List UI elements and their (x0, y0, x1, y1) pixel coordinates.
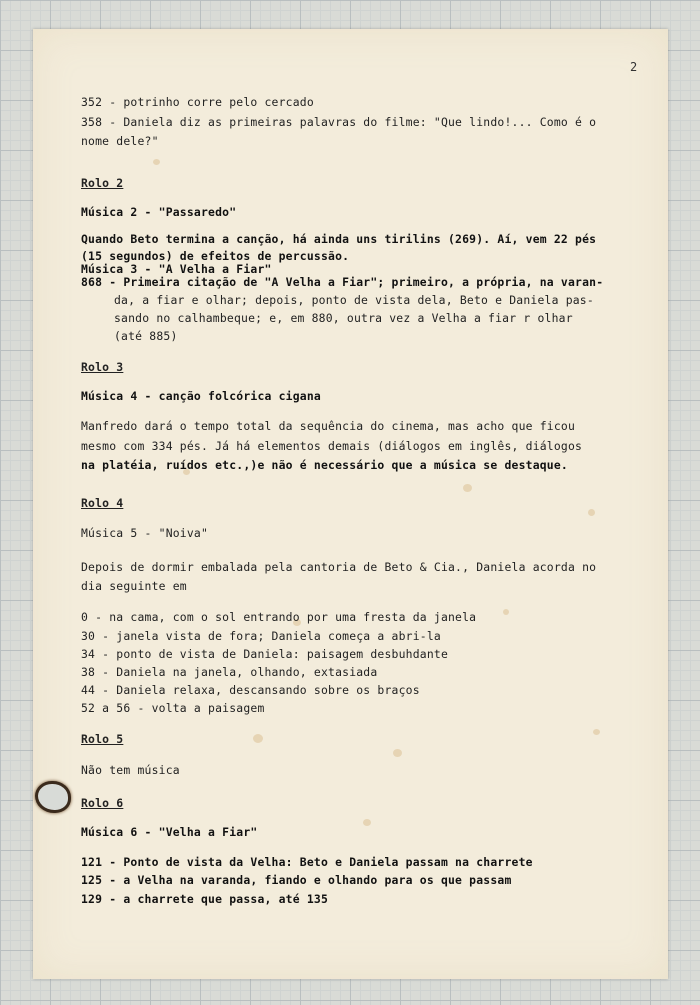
text-line: (até 885) (114, 329, 178, 343)
music-title: Música 5 - "Noiva" (81, 526, 209, 540)
typewritten-page (33, 29, 668, 979)
text-line: (15 segundos) de efeitos de percussão. (81, 249, 350, 263)
burn-hole (35, 781, 71, 813)
list-item: 34 - ponto de vista de Daniela: paisagem desbuhdante (81, 647, 449, 661)
text-line: nome dele?" (81, 134, 159, 148)
text-line: da, a fiar e olhar; depois, ponto de vista dela, Beto e Daniela pas- (114, 293, 594, 307)
text-line: na platéia, ruídos etc.,)e não é necessário que a música se destaque. (81, 458, 568, 472)
text-line: Depois de dormir embalada pela cantoria de Beto & Cia., Daniela acorda no (81, 560, 597, 574)
text-line: sando no calhambeque; e, em 880, outra vez a Velha a fiar r olhar (114, 311, 573, 325)
text-line: 868 - Primeira citação de "A Velha a Fiar"; primeiro, a própria, na varan- (81, 275, 604, 289)
text-line: Quando Beto termina a canção, há ainda uns tirilins (269). Aí, vem 22 pés (81, 232, 597, 246)
list-item: 125 - a Velha na varanda, fiando e olhando para os que passam (81, 873, 512, 887)
list-item: 38 - Daniela na janela, olhando, extasiada (81, 665, 378, 679)
list-item: 52 a 56 - volta a paisagem (81, 701, 265, 715)
page-number: 2 (630, 60, 638, 74)
section-heading: Rolo 2 (81, 176, 124, 190)
music-title: Música 2 - "Passaredo" (81, 205, 237, 219)
music-title: Música 4 - canção folcórica cigana (81, 389, 321, 403)
list-item: 0 - na cama, com o sol entrando por uma fresta da janela (81, 610, 477, 624)
text-line: Manfredo dará o tempo total da sequência do cinema, mas acho que ficou (81, 419, 576, 433)
text-line: 358 - Daniela diz as primeiras palavras do filme: "Que lindo!... Como é o (81, 115, 597, 129)
section-heading: Rolo 5 (81, 732, 124, 746)
section-heading: Rolo 3 (81, 360, 124, 374)
list-item: 44 - Daniela relaxa, descansando sobre os braços (81, 683, 420, 697)
section-heading: Rolo 6 (81, 796, 124, 810)
music-title: Música 3 - "A Velha a Fiar" (81, 262, 272, 276)
text-line: mesmo com 334 pés. Já há elementos demais (diálogos em inglês, diálogos (81, 439, 583, 453)
music-title: Música 6 - "Velha a Fiar" (81, 825, 258, 839)
text-line: dia seguinte em (81, 579, 187, 593)
list-item: 121 - Ponto de vista da Velha: Beto e Daniela passam na charrete (81, 855, 533, 869)
text-line: Não tem música (81, 763, 180, 777)
list-item: 129 - a charrete que passa, até 135 (81, 892, 329, 906)
list-item: 30 - janela vista de fora; Daniela começa a abri-la (81, 629, 441, 643)
text-line: 352 - potrinho corre pelo cercado (81, 95, 314, 109)
section-heading: Rolo 4 (81, 496, 124, 510)
